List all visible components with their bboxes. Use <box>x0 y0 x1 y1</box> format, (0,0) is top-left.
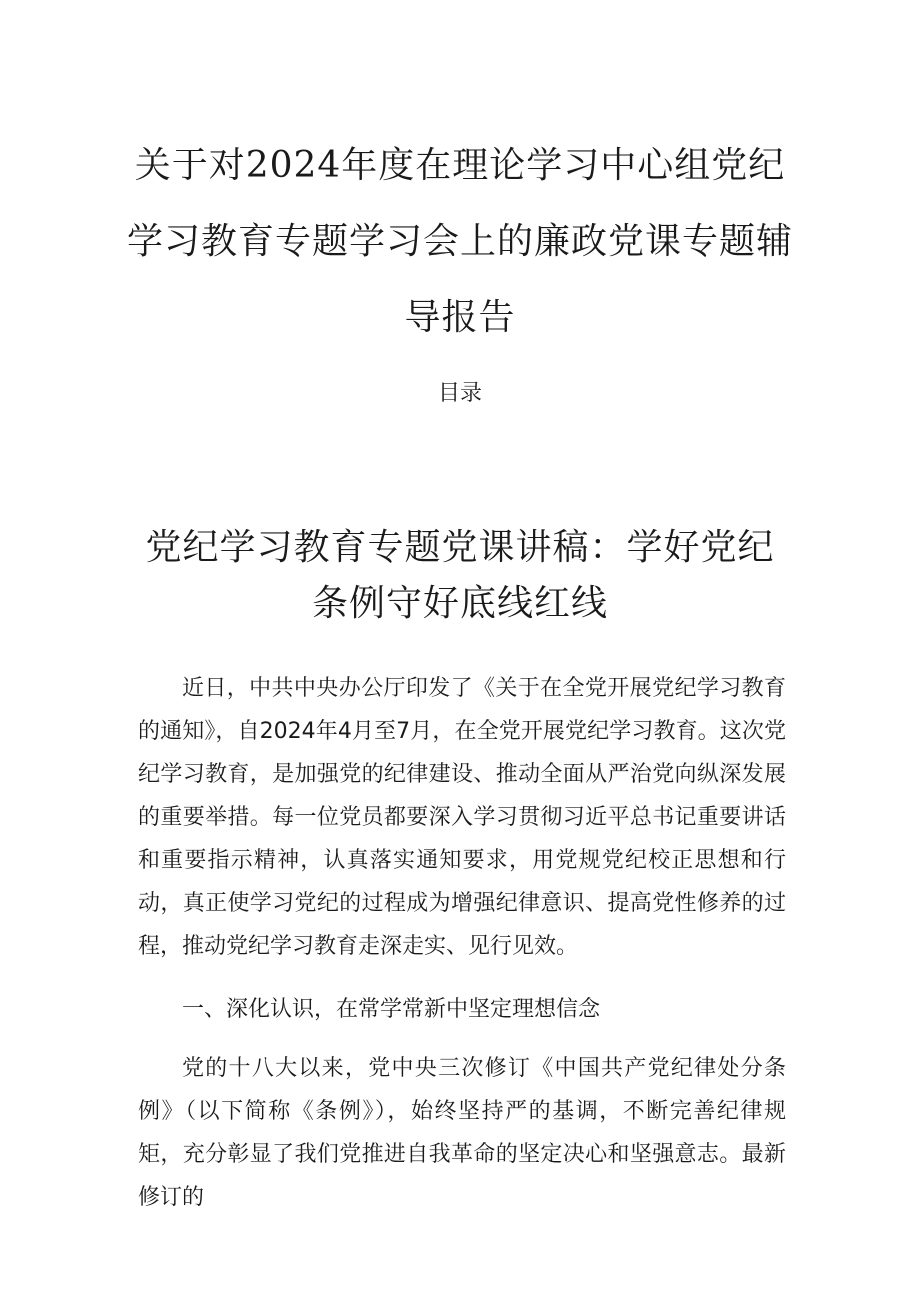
body-paragraph: 近日，中共中央办公厅印发了《关于在全党开展党纪学习教育的通知》，自2024年4月至7月，在全党开展党纪学习教育。这次党纪学习教育，是加强党的纪律建设、推动全面从严治党向纵深发展的重要举措。每一位党员都要深入学习贯彻习近平总书记重要讲话和重要指示精神，认真落实通知要求，用党规党纪校正思想和行动，真正使学习党纪的过程成为增强纪律意识、提高党性修养的过程，推动党纪学习教育走深走实、见行见效。 <box>138 676 787 959</box>
section-heading: 一、深化认识，在常学常新中坚定理想信念 <box>182 997 601 1022</box>
body-paragraph: 党的十八大以来，党中央三次修订《中国共产党纪律处分条例》（以下简称《条例》），始终坚持严的基调，不断完善纪律规矩，充分彰显了我们党推进自我革命的坚定决心和坚强意志。最新修订的 <box>138 1056 786 1210</box>
section-title: 党纪学习教育专题党课讲稿：学好党纪条例守好底线红线 <box>145 527 775 624</box>
toc-heading: 目录 <box>437 381 482 406</box>
document-title: 关于对2024年度在理论学习中心组党纪学习教育专题学习会上的廉政党课专题辅导报告 <box>126 145 793 338</box>
